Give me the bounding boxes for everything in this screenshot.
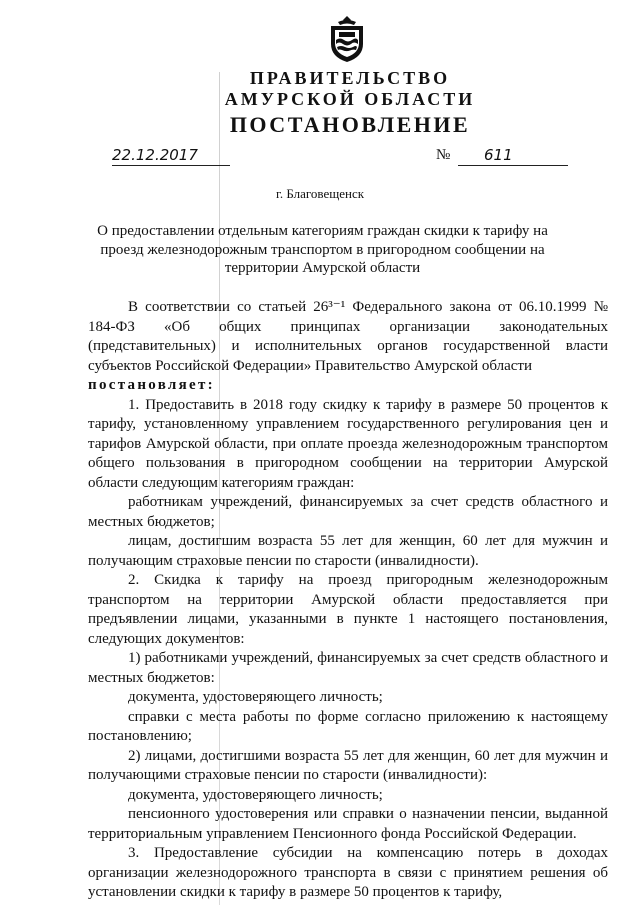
paragraph-2-sub-2-doc-a: документа, удостоверяющего личность; [128, 786, 383, 803]
paragraph-3: 3. Предоставление субсидии на компенсацию потерь в доходах организации железнодорожного транспорта в связи с принятием решения об установлении скидки к тарифу в размере 50 процентов к тарифу, [88, 845, 608, 900]
coat-of-arms-icon [326, 14, 368, 64]
paragraph-2-sub-1-doc-b: справки с места работы по форме согласно приложению к настоящему постановлению; [88, 708, 608, 744]
number-label: № [436, 147, 451, 163]
document-type-title: ПОСТАНОВЛЕНИЕ [229, 112, 471, 137]
decree-word [88, 376, 608, 396]
paragraph-1-item-b: лицам, достигшим возраста 55 лет для женщин, 60 лет для мужчин и получающим страховые пенсии по старости (инвалидности). [88, 533, 608, 569]
paragraph-1: 1. Предоставить в 2018 году скидку к тарифу в размере 50 процентов к тарифу, установленному управлением государственного регулирования цен и тарифов Амурской области, при оплате проезда железнодорожным транспортом общего пользования в пригородном сообщении на территории Амурской области следующим категориям граждан: [88, 396, 608, 491]
region-title: АМУРСКОЙ ОБЛАСТИ [224, 89, 476, 109]
paragraph-1-item-a: работникам учреждений, финансируемых за счет средств областного и местных бюджетов; [88, 494, 608, 530]
document-date: 22.12.2017 [112, 146, 230, 166]
paragraph-2-sub-2: 2) лицами, достигшими возраста 55 лет для женщин, 60 лет для мужчин и получающими страховые пенсии по старости (инвалидности): [88, 747, 608, 783]
document-body [88, 298, 608, 903]
city-name: г. Благовещенск [275, 186, 365, 201]
document-number: 611 [458, 146, 568, 166]
government-title: ПРАВИТЕЛЬСТВО [249, 68, 451, 88]
paragraph-2: 2. Скидка к тарифу на проезд пригородным железнодорожным транспортом на территории Амурской области предоставляется при предъявлении лицами, указанными в пункте 1 настоящего постановления, следующих документов: [88, 572, 608, 647]
decree-word-text: постановляет: [88, 377, 215, 393]
document-subject-title: О предоставлении отдельным категориям граждан скидки к тарифу на проезд железнодорожным транспортом в пригородном сообщении на территории Амурской области [97, 223, 548, 276]
paragraph-2-sub-1: 1) работниками учреждений, финансируемых за счет средств областного и местных бюджетов: [88, 650, 608, 686]
paragraph-2-sub-2-doc-b: пенсионного удостоверения или справки о назначении пенсии, выданной территориальным управлением Пенсионного фонда Российской Федерации. [88, 806, 608, 842]
preamble-paragraph: В соответствии со статьей 26³⁻¹ Федерального закона от 06.10.1999 № 184-ФЗ «Об общих принципах организации законодательных (представительных) и исполнительных органов государственной власти субъектов Российской Федерации» Правительство Амурской области [88, 299, 608, 374]
paragraph-2-sub-1-doc-a: документа, удостоверяющего личность; [128, 689, 383, 705]
